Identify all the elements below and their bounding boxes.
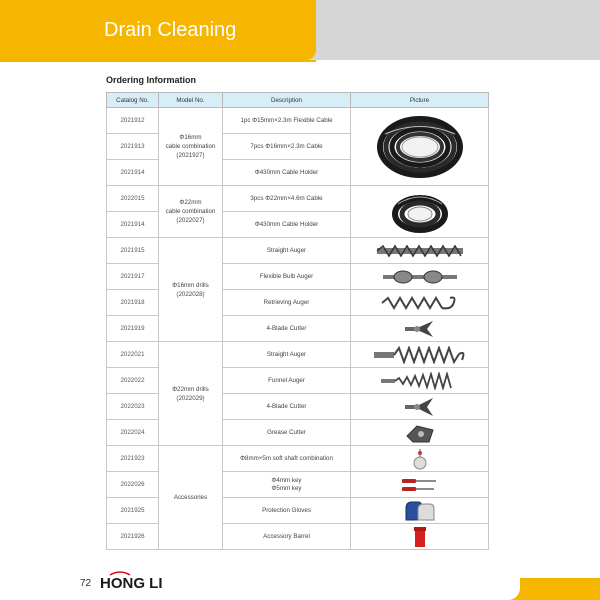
- picture-cell: [351, 186, 489, 238]
- picture-cell: [351, 420, 489, 446]
- catalog-cell: 2021914: [107, 160, 159, 186]
- description-line: Φ4mm key: [271, 476, 302, 484]
- picture-cell: [351, 316, 489, 342]
- funnel-auger-icon: [379, 372, 461, 390]
- catalog-cell: 2022023: [107, 394, 159, 420]
- model-cell: [159, 108, 223, 186]
- catalog-cell: 2021919: [107, 316, 159, 342]
- description-cell: Φ430mm Cable Holder: [223, 212, 351, 238]
- table-row: [107, 186, 489, 212]
- description-cell: Straight Auger: [223, 342, 351, 368]
- picture-cell: [351, 290, 489, 316]
- picture-cell: [351, 108, 489, 186]
- catalog-cell: 2022022: [107, 368, 159, 394]
- description-cell: Φ430mm Cable Holder: [223, 160, 351, 186]
- header-band: [0, 0, 316, 60]
- catalog-cell: 2021913: [107, 134, 159, 160]
- catalog-cell: 2022015: [107, 186, 159, 212]
- model-line: cable combination: [165, 143, 216, 150]
- model-line: Φ22mm: [179, 199, 202, 206]
- header-model: Model No.: [159, 93, 223, 108]
- picture-cell: [351, 264, 489, 290]
- model-line: Accessories: [173, 494, 208, 501]
- bulb-auger-icon: [381, 269, 459, 285]
- model-cell: [159, 238, 223, 342]
- four-blade-cutter-icon: [403, 319, 437, 339]
- picture-cell: [351, 238, 489, 264]
- company-logo: [100, 571, 180, 593]
- picture-cell: [351, 524, 489, 550]
- description-cell: 4-Blade Cutter: [223, 316, 351, 342]
- description-cell: 7pcs Φ16mm×2.3m Cable: [223, 134, 351, 160]
- accessory-barrel-icon: [412, 525, 428, 549]
- picture-cell: [351, 446, 489, 472]
- header-underline: [0, 60, 316, 62]
- description-cell: Retrieving Auger: [223, 290, 351, 316]
- page-title: Drain Cleaning: [104, 19, 237, 41]
- catalog-cell: 2021923: [107, 446, 159, 472]
- ordering-table: [106, 92, 489, 550]
- header-catalog: Catalog No.: [107, 93, 159, 108]
- catalog-cell: 2021912: [107, 108, 159, 134]
- model-cell: [159, 342, 223, 446]
- coiled-cable-icon: [375, 114, 465, 180]
- description-cell: Flexible Bulb Auger: [223, 264, 351, 290]
- picture-cell: [351, 394, 489, 420]
- description-cell: Funnel Auger: [223, 368, 351, 394]
- page-number: 72: [80, 578, 92, 589]
- catalog-cell: 2021926: [107, 524, 159, 550]
- footer-white-panel: [0, 560, 520, 600]
- description-cell: 4-Blade Cutter: [223, 394, 351, 420]
- model-line: (2022029): [176, 394, 205, 402]
- table-row: [107, 108, 489, 134]
- description-cell: 1pc Φ15mm×2.3m Flexible Cable: [223, 108, 351, 134]
- catalog-cell: 2021914: [107, 212, 159, 238]
- table-header-row: [107, 93, 489, 108]
- model-line: (2022027): [176, 217, 205, 224]
- table-row: [107, 342, 489, 368]
- description-cell: Φ8mm×5m soft shaft combination: [223, 446, 351, 472]
- coiled-cable-icon: [390, 190, 450, 234]
- retrieving-auger-icon: [380, 294, 460, 312]
- picture-cell: [351, 368, 489, 394]
- description-cell: Straight Auger: [223, 238, 351, 264]
- keys-icon: [400, 475, 440, 495]
- straight-auger-icon: [375, 244, 465, 258]
- four-blade-cutter-icon: [403, 396, 437, 418]
- catalog-cell: 2021918: [107, 290, 159, 316]
- model-line: Φ22mm drills: [172, 385, 209, 393]
- grease-cutter-icon: [403, 422, 437, 444]
- catalog-cell: 2021925: [107, 498, 159, 524]
- model-cell: [159, 186, 223, 238]
- description-cell: 3pcs Φ22mm×4.6m Cable: [223, 186, 351, 212]
- picture-cell: [351, 498, 489, 524]
- model-cell: [159, 446, 223, 550]
- description-cell: Accessory Barrel: [223, 524, 351, 550]
- svg-text:HONG LI: HONG LI: [100, 575, 163, 592]
- catalog-cell: 2022026: [107, 472, 159, 498]
- description-cell: Protection Gloves: [223, 498, 351, 524]
- model-line: (2021927): [176, 152, 205, 159]
- description-line: Φ5mm key: [271, 484, 302, 492]
- header-picture: Picture: [351, 93, 489, 108]
- table-row: [107, 238, 489, 264]
- model-line: Φ16mm: [179, 134, 202, 141]
- picture-cell: [351, 342, 489, 368]
- model-line: Φ16mm drills: [172, 281, 209, 289]
- section-title: Ordering Information: [106, 75, 196, 85]
- catalog-cell: 2022024: [107, 420, 159, 446]
- soft-shaft-icon: [409, 448, 431, 470]
- model-line: cable combination: [165, 208, 216, 215]
- picture-cell: [351, 472, 489, 498]
- catalog-cell: 2022021: [107, 342, 159, 368]
- catalog-cell: 2021917: [107, 264, 159, 290]
- gloves-icon: [402, 500, 438, 522]
- catalog-cell: 2021915: [107, 238, 159, 264]
- straight-auger-icon: [372, 346, 468, 364]
- model-line: (2022028): [176, 290, 205, 298]
- table-row: [107, 446, 489, 472]
- description-cell: [223, 472, 351, 498]
- description-cell: Grease Cutter: [223, 420, 351, 446]
- header-description: Description: [223, 93, 351, 108]
